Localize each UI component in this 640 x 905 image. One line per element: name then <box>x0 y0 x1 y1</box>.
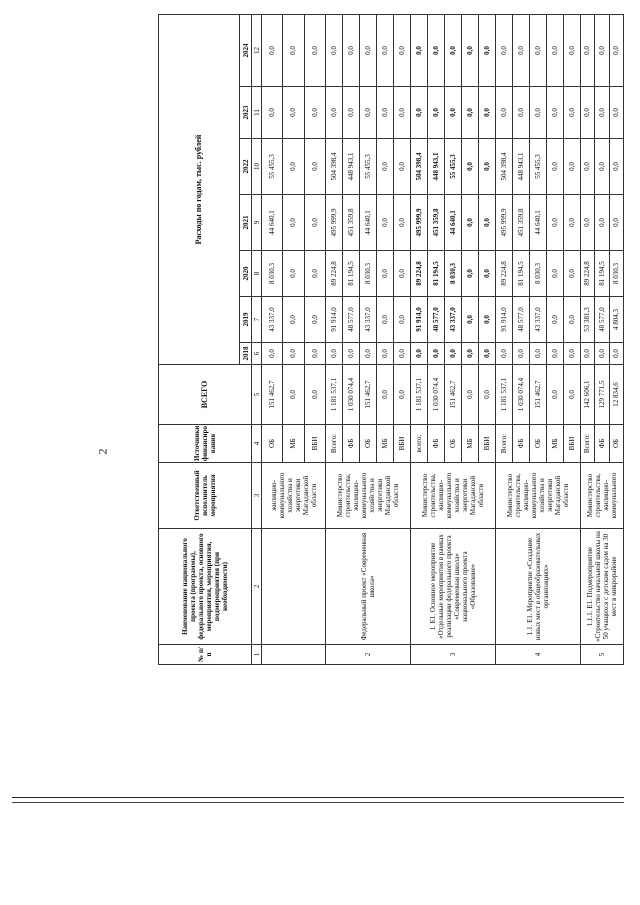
value-cell: 0,0 <box>563 365 580 425</box>
value-cell: 451 359,8 <box>512 195 529 251</box>
value-cell: 0,0 <box>546 251 563 297</box>
value-cell: 0,0 <box>427 14 444 86</box>
funding-source: МБ <box>376 425 393 463</box>
funding-source: ВБИ <box>393 425 410 463</box>
value-cell: 0,0 <box>478 195 495 251</box>
value-cell: 1 181 537,1 <box>495 365 512 425</box>
value-cell: 0,0 <box>595 195 609 251</box>
column-number: 9 <box>252 195 262 251</box>
value-cell: 0,0 <box>512 343 529 365</box>
value-cell: 0,0 <box>393 139 410 195</box>
row-responsible: Министерство строительства, жилищно-коммунального <box>580 463 623 529</box>
value-cell: 0,0 <box>283 297 304 343</box>
value-cell: 0,0 <box>461 139 478 195</box>
value-cell: 81 194,5 <box>595 251 609 297</box>
table-row <box>495 14 512 664</box>
column-number: 12 <box>252 14 262 86</box>
value-cell: 48 577,0 <box>427 297 444 343</box>
value-cell: 0,0 <box>546 139 563 195</box>
value-cell: 0,0 <box>376 365 393 425</box>
column-number: 8 <box>252 251 262 297</box>
value-cell: 0,0 <box>478 365 495 425</box>
value-cell: 89 224,8 <box>326 251 343 297</box>
value-cell: 495 999,9 <box>495 195 512 251</box>
value-cell: 0,0 <box>393 297 410 343</box>
value-cell: 0,0 <box>529 343 546 365</box>
value-cell: 0,0 <box>529 14 546 86</box>
value-cell: 0,0 <box>495 14 512 86</box>
value-cell: 0,0 <box>580 195 594 251</box>
value-cell: 0,0 <box>529 87 546 139</box>
value-cell: 495 999,9 <box>410 195 427 251</box>
value-cell: 0,0 <box>304 14 325 86</box>
value-cell: 0,0 <box>444 87 461 139</box>
value-cell: 0,0 <box>283 87 304 139</box>
value-cell: 0,0 <box>410 87 427 139</box>
value-cell: 0,0 <box>410 14 427 86</box>
header-name: Наименование национального проекта (программы), федерального проекта, основного мероприятия, мероприятия, подмероприятия (при необходимости) <box>159 529 252 645</box>
funding-source: МБ <box>283 425 304 463</box>
value-cell: 0,0 <box>262 87 283 139</box>
value-cell: 91 914,0 <box>326 297 343 343</box>
value-cell: 0,0 <box>461 251 478 297</box>
header-expenses: Расходы по годам, тыс. рублей <box>159 14 240 364</box>
value-cell: 81 194,5 <box>512 251 529 297</box>
row-name <box>262 529 326 645</box>
value-cell: 0,0 <box>595 87 609 139</box>
header-num: № п/п <box>159 645 252 665</box>
value-cell: 8 030,3 <box>609 251 623 297</box>
value-cell: 0,0 <box>546 297 563 343</box>
value-cell: 0,0 <box>563 343 580 365</box>
value-cell: 0,0 <box>283 365 304 425</box>
value-cell: 0,0 <box>304 365 325 425</box>
value-cell: 8 030,3 <box>262 251 283 297</box>
value-cell: 44 640,1 <box>444 195 461 251</box>
value-cell: 0,0 <box>283 14 304 86</box>
row-responsible: Министерство строительства, жилищно-коммунального хозяйства и энергетики Магаданской области <box>495 463 580 529</box>
value-cell: 448 943,1 <box>427 139 444 195</box>
value-cell: 12 834,6 <box>609 365 623 425</box>
value-cell: 0,0 <box>512 14 529 86</box>
header-year: 2020 <box>240 251 252 297</box>
row-number: 5 <box>580 645 623 665</box>
value-cell: 0,0 <box>546 195 563 251</box>
funding-source: ВБИ <box>478 425 495 463</box>
value-cell: 495 999,9 <box>326 195 343 251</box>
value-cell: 89 224,8 <box>495 251 512 297</box>
value-cell: 448 943,1 <box>342 139 359 195</box>
funding-source: ВБИ <box>304 425 325 463</box>
value-cell: 55 455,3 <box>529 139 546 195</box>
value-cell: 0,0 <box>393 343 410 365</box>
table-row <box>262 14 283 664</box>
value-cell: 0,0 <box>580 343 594 365</box>
value-cell: 0,0 <box>609 139 623 195</box>
value-cell: 0,0 <box>359 87 376 139</box>
value-cell: 48 577,0 <box>342 297 359 343</box>
value-cell: 1 030 074,4 <box>427 365 444 425</box>
value-cell: 0,0 <box>563 14 580 86</box>
value-cell: 53 381,3 <box>580 297 594 343</box>
value-cell: 55 455,3 <box>262 139 283 195</box>
value-cell: 0,0 <box>478 251 495 297</box>
value-cell: 151 462,7 <box>529 365 546 425</box>
value-cell: 43 337,0 <box>529 297 546 343</box>
value-cell: 0,0 <box>495 343 512 365</box>
value-cell: 0,0 <box>283 251 304 297</box>
header-total: ВСЕГО <box>159 365 252 425</box>
value-cell: 0,0 <box>563 297 580 343</box>
bottom-rule <box>12 797 624 798</box>
value-cell: 0,0 <box>326 87 343 139</box>
funding-source: Всего: <box>580 425 594 463</box>
funding-source: ФБ <box>427 425 444 463</box>
column-number: 11 <box>252 87 262 139</box>
value-cell: 44 640,1 <box>359 195 376 251</box>
funding-source: ОБ <box>359 425 376 463</box>
value-cell: 89 224,8 <box>410 251 427 297</box>
funding-source: МБ <box>546 425 563 463</box>
value-cell: 0,0 <box>580 87 594 139</box>
value-cell: 0,0 <box>609 343 623 365</box>
value-cell: 8 030,3 <box>359 251 376 297</box>
funding-source: ФБ <box>595 425 609 463</box>
value-cell: 504 398,4 <box>495 139 512 195</box>
value-cell: 1 181 537,1 <box>326 365 343 425</box>
value-cell: 48 577,0 <box>595 297 609 343</box>
value-cell: 0,0 <box>376 251 393 297</box>
value-cell: 0,0 <box>478 14 495 86</box>
rotated-table-container <box>158 15 624 665</box>
header-year: 2019 <box>240 297 252 343</box>
funding-source: ФБ <box>512 425 529 463</box>
funding-source: ОБ <box>529 425 546 463</box>
value-cell: 8 030,3 <box>529 251 546 297</box>
value-cell: 0,0 <box>393 365 410 425</box>
value-cell: 0,0 <box>461 343 478 365</box>
value-cell: 0,0 <box>359 343 376 365</box>
budget-table <box>158 14 624 665</box>
column-number: 7 <box>252 297 262 343</box>
header-year: 2018 <box>240 343 252 365</box>
value-cell: 1 030 074,4 <box>342 365 359 425</box>
value-cell: 0,0 <box>563 87 580 139</box>
value-cell: 0,0 <box>461 87 478 139</box>
value-cell: 0,0 <box>342 87 359 139</box>
value-cell: 0,0 <box>326 343 343 365</box>
value-cell: 451 359,8 <box>427 195 444 251</box>
value-cell: 89 224,8 <box>580 251 594 297</box>
value-cell: 0,0 <box>512 87 529 139</box>
value-cell: 0,0 <box>283 139 304 195</box>
funding-source: Всего: <box>495 425 512 463</box>
value-cell: 0,0 <box>444 14 461 86</box>
value-cell: 129 771,5 <box>595 365 609 425</box>
value-cell: 0,0 <box>461 365 478 425</box>
value-cell: 504 398,4 <box>326 139 343 195</box>
funding-source: ВБИ <box>563 425 580 463</box>
value-cell: 0,0 <box>546 365 563 425</box>
value-cell: 0,0 <box>359 14 376 86</box>
row-number <box>262 645 326 665</box>
value-cell: 0,0 <box>342 343 359 365</box>
value-cell: 0,0 <box>461 14 478 86</box>
value-cell: 0,0 <box>304 251 325 297</box>
value-cell: 0,0 <box>304 297 325 343</box>
value-cell: 8 030,3 <box>444 251 461 297</box>
value-cell: 0,0 <box>410 343 427 365</box>
value-cell: 504 398,4 <box>410 139 427 195</box>
value-cell: 91 914,0 <box>410 297 427 343</box>
value-cell: 0,0 <box>478 297 495 343</box>
value-cell: 0,0 <box>427 343 444 365</box>
value-cell: 0,0 <box>609 87 623 139</box>
header-year: 2023 <box>240 87 252 139</box>
page-number: 2 <box>95 448 110 455</box>
value-cell: 0,0 <box>495 87 512 139</box>
value-cell: 0,0 <box>262 14 283 86</box>
row-name: Федеральный проект «Современная школа» <box>326 529 411 645</box>
value-cell: 43 337,0 <box>444 297 461 343</box>
value-cell: 81 194,5 <box>427 251 444 297</box>
funding-source: ОБ <box>444 425 461 463</box>
value-cell: 0,0 <box>444 343 461 365</box>
funding-source: ФБ <box>342 425 359 463</box>
value-cell: 151 462,7 <box>262 365 283 425</box>
value-cell: 142 606,1 <box>580 365 594 425</box>
value-cell: 0,0 <box>283 195 304 251</box>
table-row <box>410 14 427 664</box>
value-cell: 0,0 <box>393 14 410 86</box>
funding-source: МБ <box>461 425 478 463</box>
column-number: 6 <box>252 343 262 365</box>
row-name: 1.1. Е1. Мероприятие «Создание новых мест в общеобразовательных организациях» <box>495 529 580 645</box>
value-cell: 0,0 <box>580 14 594 86</box>
value-cell: 0,0 <box>376 87 393 139</box>
value-cell: 4 804,3 <box>609 297 623 343</box>
value-cell: 0,0 <box>478 343 495 365</box>
value-cell: 0,0 <box>478 87 495 139</box>
header-responsible: Ответственный исполнитель мероприятия <box>159 463 252 529</box>
value-cell: 451 359,8 <box>342 195 359 251</box>
value-cell: 0,0 <box>461 297 478 343</box>
row-responsible: жилищно-коммунального хозяйства и энергетики Магаданской области <box>262 463 326 529</box>
row-responsible: Министерство строительства, жилищно-коммунального хозяйства и энергетики Магаданской области <box>410 463 495 529</box>
value-cell: 448 943,1 <box>512 139 529 195</box>
value-cell: 0,0 <box>595 139 609 195</box>
row-name: 1. Е1. Основное мероприятие «Отдельные мероприятия в рамках реализации федерального проекта «Современная школа» национального проекта «Образование» <box>410 529 495 645</box>
column-number: 4 <box>252 425 262 463</box>
value-cell: 43 337,0 <box>359 297 376 343</box>
value-cell: 0,0 <box>283 343 304 365</box>
table-row <box>326 14 343 664</box>
value-cell: 0,0 <box>304 139 325 195</box>
value-cell: 0,0 <box>609 14 623 86</box>
funding-source: ОБ <box>262 425 283 463</box>
column-number: 5 <box>252 365 262 425</box>
funding-source: ОБ <box>609 425 623 463</box>
value-cell: 0,0 <box>376 343 393 365</box>
value-cell: 0,0 <box>546 343 563 365</box>
header-source: Источники финансиро вания <box>159 425 252 463</box>
value-cell: 0,0 <box>546 87 563 139</box>
value-cell: 55 455,3 <box>444 139 461 195</box>
row-number: 2 <box>326 645 411 665</box>
value-cell: 43 337,0 <box>262 297 283 343</box>
value-cell: 0,0 <box>563 195 580 251</box>
value-cell: 1 030 074,4 <box>512 365 529 425</box>
value-cell: 0,0 <box>595 14 609 86</box>
value-cell: 0,0 <box>461 195 478 251</box>
value-cell: 0,0 <box>563 139 580 195</box>
bottom-rule-thin <box>12 802 624 803</box>
value-cell: 0,0 <box>595 343 609 365</box>
value-cell: 0,0 <box>376 195 393 251</box>
value-cell: 0,0 <box>393 195 410 251</box>
value-cell: 91 914,0 <box>495 297 512 343</box>
value-cell: 0,0 <box>304 87 325 139</box>
value-cell: 0,0 <box>376 14 393 86</box>
value-cell: 48 577,0 <box>512 297 529 343</box>
value-cell: 0,0 <box>393 87 410 139</box>
value-cell: 55 455,3 <box>359 139 376 195</box>
header-year: 2024 <box>240 14 252 86</box>
column-number: 2 <box>252 529 262 645</box>
value-cell: 81 194,5 <box>342 251 359 297</box>
value-cell: 0,0 <box>478 139 495 195</box>
value-cell: 0,0 <box>393 251 410 297</box>
value-cell: 151 462,7 <box>444 365 461 425</box>
value-cell: 0,0 <box>563 251 580 297</box>
table-row <box>580 14 594 664</box>
value-cell: 0,0 <box>262 343 283 365</box>
value-cell: 0,0 <box>326 14 343 86</box>
value-cell: 0,0 <box>609 195 623 251</box>
value-cell: 0,0 <box>304 343 325 365</box>
value-cell: 0,0 <box>304 195 325 251</box>
column-number: 1 <box>252 645 262 665</box>
value-cell: 44 640,1 <box>262 195 283 251</box>
row-number: 4 <box>495 645 580 665</box>
column-number: 10 <box>252 139 262 195</box>
column-number: 3 <box>252 463 262 529</box>
value-cell: 151 462,7 <box>359 365 376 425</box>
value-cell: 44 640,1 <box>529 195 546 251</box>
row-number: 3 <box>410 645 495 665</box>
header-year: 2021 <box>240 195 252 251</box>
value-cell: 0,0 <box>376 297 393 343</box>
funding-source: Всего: <box>326 425 343 463</box>
funding-source: всего: <box>410 425 427 463</box>
value-cell: 0,0 <box>342 14 359 86</box>
value-cell: 1 181 537,1 <box>410 365 427 425</box>
value-cell: 0,0 <box>546 14 563 86</box>
value-cell: 0,0 <box>427 87 444 139</box>
row-responsible: Министерство строительства, жилищно-коммунального хозяйства и энергетики Магаданской области <box>326 463 411 529</box>
header-year: 2022 <box>240 139 252 195</box>
value-cell: 0,0 <box>580 139 594 195</box>
row-name: 1.1.1. Е1. Подмероприятие «Строительство начальной школы на 50 учащихся с детским садом на 30 мест в микрорайоне <box>580 529 623 645</box>
value-cell: 0,0 <box>376 139 393 195</box>
